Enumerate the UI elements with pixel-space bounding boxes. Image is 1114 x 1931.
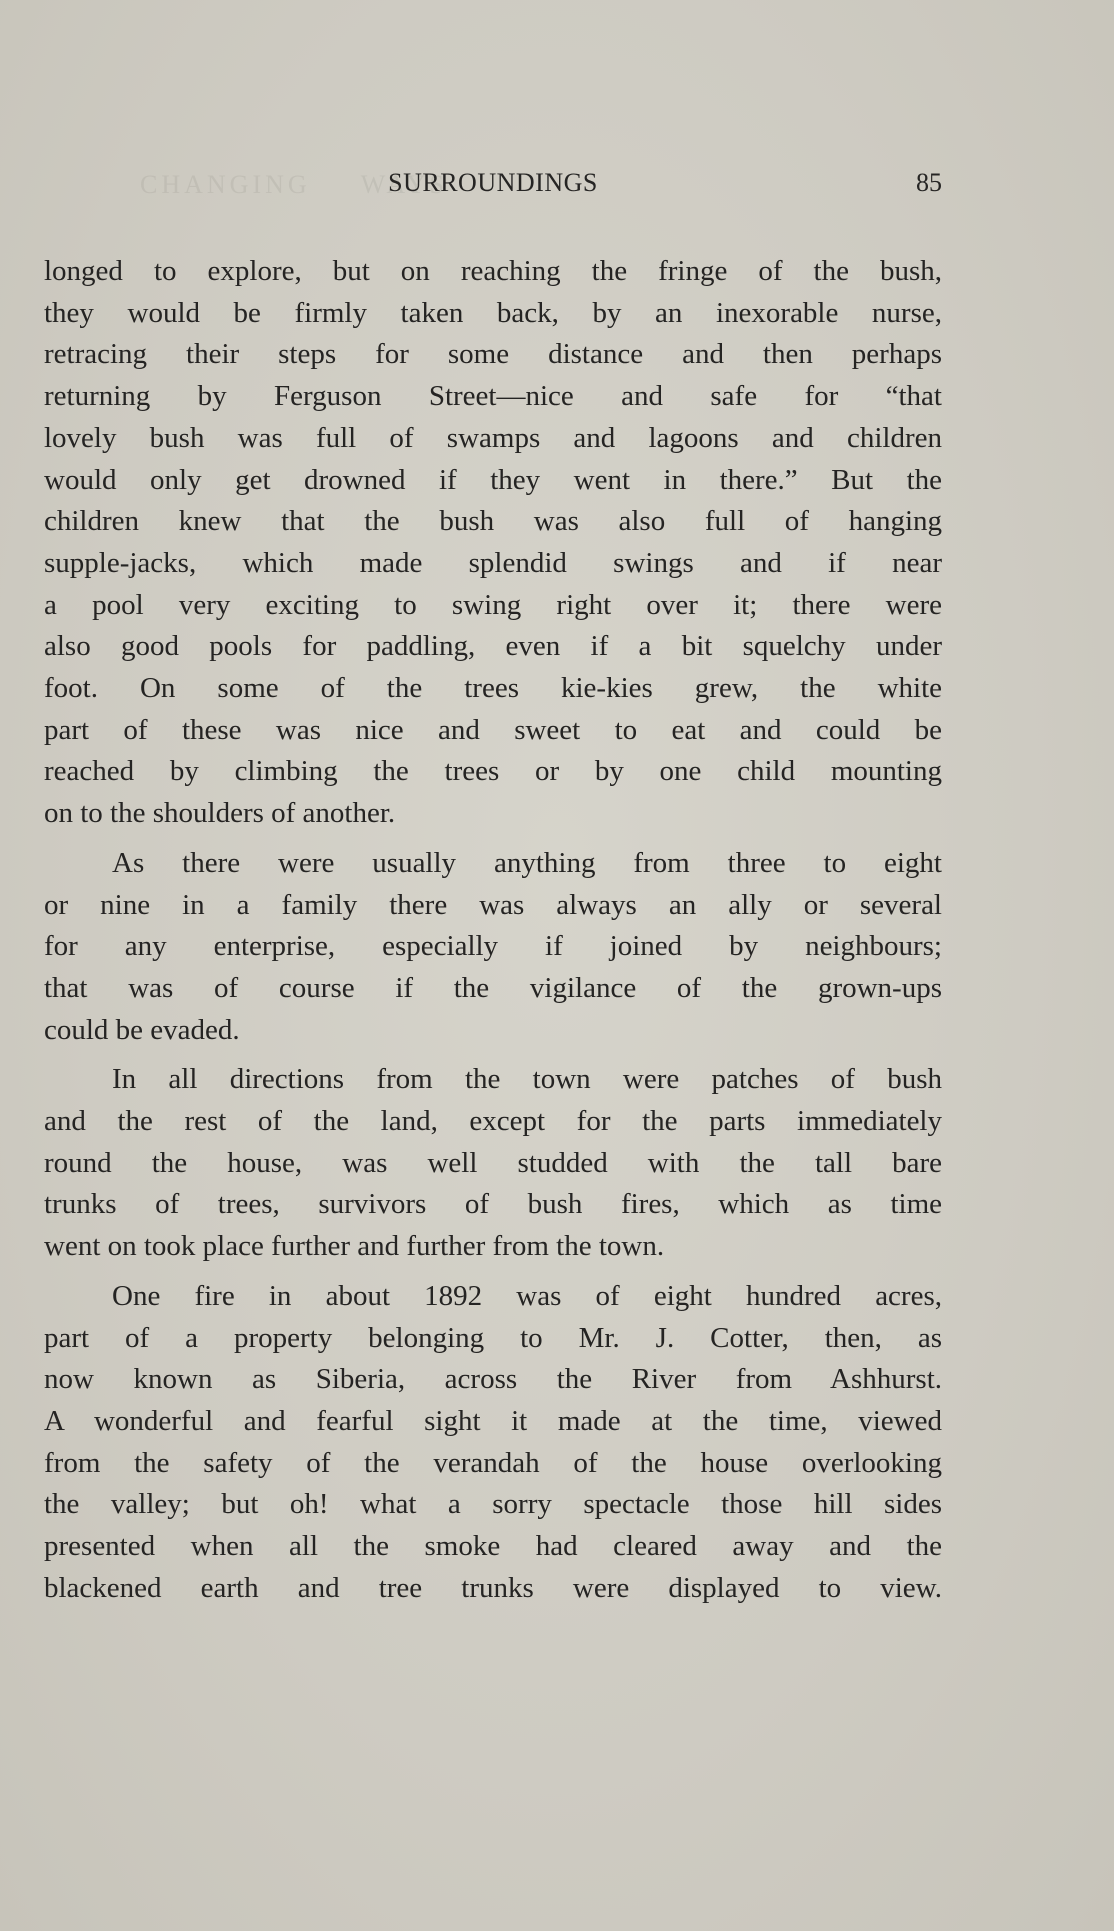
text-line: A wonderful and fearful sight it made at the time, viewed [44, 1404, 942, 1437]
text-line: now known as Siberia, across the River from Ashhurst. [44, 1363, 942, 1396]
paragraph-1 [44, 251, 942, 835]
text-line: the valley; but oh! what a sorry spectacle those hill sides [44, 1488, 942, 1521]
body-text [44, 251, 942, 1610]
text-line: a pool very exciting to swing right over it; there were [44, 588, 942, 621]
text-line: for any enterprise, especially if joined by neighbours; [44, 930, 942, 963]
text-line: reached by climbing the trees or by one child mounting [44, 755, 942, 788]
text-line: presented when all the smoke had cleared away and the [44, 1530, 942, 1563]
paragraph-2 [44, 843, 942, 1052]
text-line: retracing their steps for some distance and then perhaps [44, 338, 942, 371]
page-header [44, 168, 942, 204]
text-line: children knew that the bush was also full of hanging [44, 505, 942, 538]
paragraph-4 [44, 1276, 942, 1610]
text-line: supple-jacks, which made splendid swings and if near [44, 546, 942, 579]
text-line: returning by Ferguson Street—nice and safe for “that [44, 380, 942, 413]
page-number: 85 [916, 168, 942, 197]
text-line: part of these was nice and sweet to eat and could be [44, 713, 942, 746]
text-line: or nine in a family there was always an ally or several [44, 888, 942, 921]
text-line: and the rest of the land, except for the parts immediately [44, 1105, 942, 1138]
paragraph-3 [44, 1059, 942, 1268]
text-line: part of a property belonging to Mr. J. Cotter, then, as [44, 1321, 942, 1354]
text-line: round the house, was well studded with the tall bare [44, 1146, 942, 1179]
text-line: blackened earth and tree trunks were displayed to view. [44, 1571, 942, 1604]
text-line: foot. On some of the trees kie-kies grew, the white [44, 672, 942, 705]
text-line: lovely bush was full of swamps and lagoons and children [44, 421, 942, 454]
text-line: that was of course if the vigilance of the grown-ups [44, 971, 942, 1004]
text-line: One fire in about 1892 was of eight hundred acres, [112, 1279, 942, 1312]
text-line: As there were usually anything from three to eight [112, 846, 942, 879]
text-line: would only get drowned if they went in there.” But the [44, 463, 942, 496]
text-line: they would be firmly taken back, by an inexorable nurse, [44, 296, 942, 329]
text-line: In all directions from the town were patches of bush [112, 1063, 942, 1096]
bleed-through-text: CHANGING WAYS [140, 170, 448, 199]
text-line: on to the shoulders of another. [44, 797, 396, 830]
text-line: went on took place further and further from the town. [44, 1230, 665, 1263]
text-line: trunks of trees, survivors of bush fires, which as time [44, 1188, 942, 1221]
text-line: also good pools for paddling, even if a bit squelchy under [44, 630, 942, 663]
running-head: SURROUNDINGS [388, 168, 598, 197]
text-line: longed to explore, but on reaching the fringe of the bush, [44, 255, 942, 287]
text-line: from the safety of the verandah of the house overlooking [44, 1446, 942, 1479]
text-line: could be evaded. [44, 1013, 240, 1046]
